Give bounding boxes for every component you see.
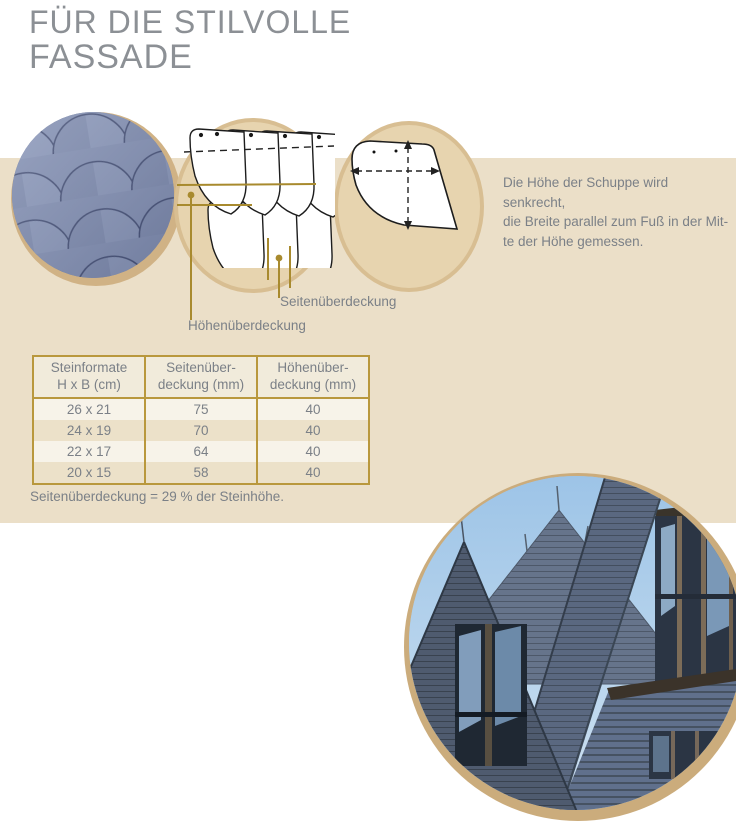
measurement-note <box>503 173 733 251</box>
table-cell: 40 <box>257 462 369 484</box>
footnote: Seitenüberdeckung = 29 % der Steinhöhe. <box>30 489 285 504</box>
table-cell: 75 <box>145 398 257 420</box>
table-row <box>33 398 369 420</box>
right-windows <box>655 516 736 688</box>
table-cell: 26 x 21 <box>33 398 145 420</box>
header-line: Steinformate <box>50 360 128 375</box>
slate-closeup-photo <box>12 112 174 278</box>
overlapping-shingles-diagram <box>183 124 335 268</box>
shingle-row-top <box>190 129 335 217</box>
slate-closeup-circle <box>12 112 174 278</box>
shingle-outline <box>352 141 457 229</box>
seitenueberdeckung-label: Seitenüberdeckung <box>280 294 397 309</box>
header-line: Höhenüber- <box>277 360 349 375</box>
table-row <box>33 441 369 462</box>
table-row <box>33 420 369 441</box>
note-line: Die Höhe der Schuppe wird senkrecht, <box>503 175 669 210</box>
header-line: deckung (mm) <box>269 376 357 392</box>
header-hoehenueberdeckung <box>257 356 369 398</box>
stone-formats-table <box>32 355 370 485</box>
table-cell: 40 <box>257 441 369 462</box>
header-steinformate <box>33 356 145 398</box>
table-cell: 64 <box>145 441 257 462</box>
header-line: H x B (cm) <box>57 376 121 392</box>
single-shingle-diagram <box>340 134 462 242</box>
header-line: Seitenüber- <box>166 360 236 375</box>
table-cell: 22 x 17 <box>33 441 145 462</box>
note-line: die Breite parallel zum Fuß in der Mit- <box>503 214 729 229</box>
building-photo <box>409 476 736 810</box>
table-row <box>33 462 369 484</box>
table-cell: 20 x 15 <box>33 462 145 484</box>
page-title-line-2: FASSADE <box>29 38 193 76</box>
note-line: te der Höhe gemessen. <box>503 233 644 249</box>
table-header-row <box>33 356 369 398</box>
photo-shading <box>12 112 174 278</box>
table-cell: 40 <box>257 398 369 420</box>
nail-hole <box>373 151 376 154</box>
header-line: deckung (mm) <box>157 376 245 392</box>
table-cell: 24 x 19 <box>33 420 145 441</box>
table-cell: 70 <box>145 420 257 441</box>
table-cell: 40 <box>257 420 369 441</box>
table-cell: 58 <box>145 462 257 484</box>
page-title <box>29 4 351 75</box>
nail-hole <box>395 150 398 153</box>
building-photo-circle <box>409 476 736 810</box>
hoehenueberdeckung-label: Höhenüberdeckung <box>188 318 306 333</box>
header-seitenueberdeckung <box>145 356 257 398</box>
page-title-line-1: FÜR DIE STILVOLLE <box>29 4 352 40</box>
